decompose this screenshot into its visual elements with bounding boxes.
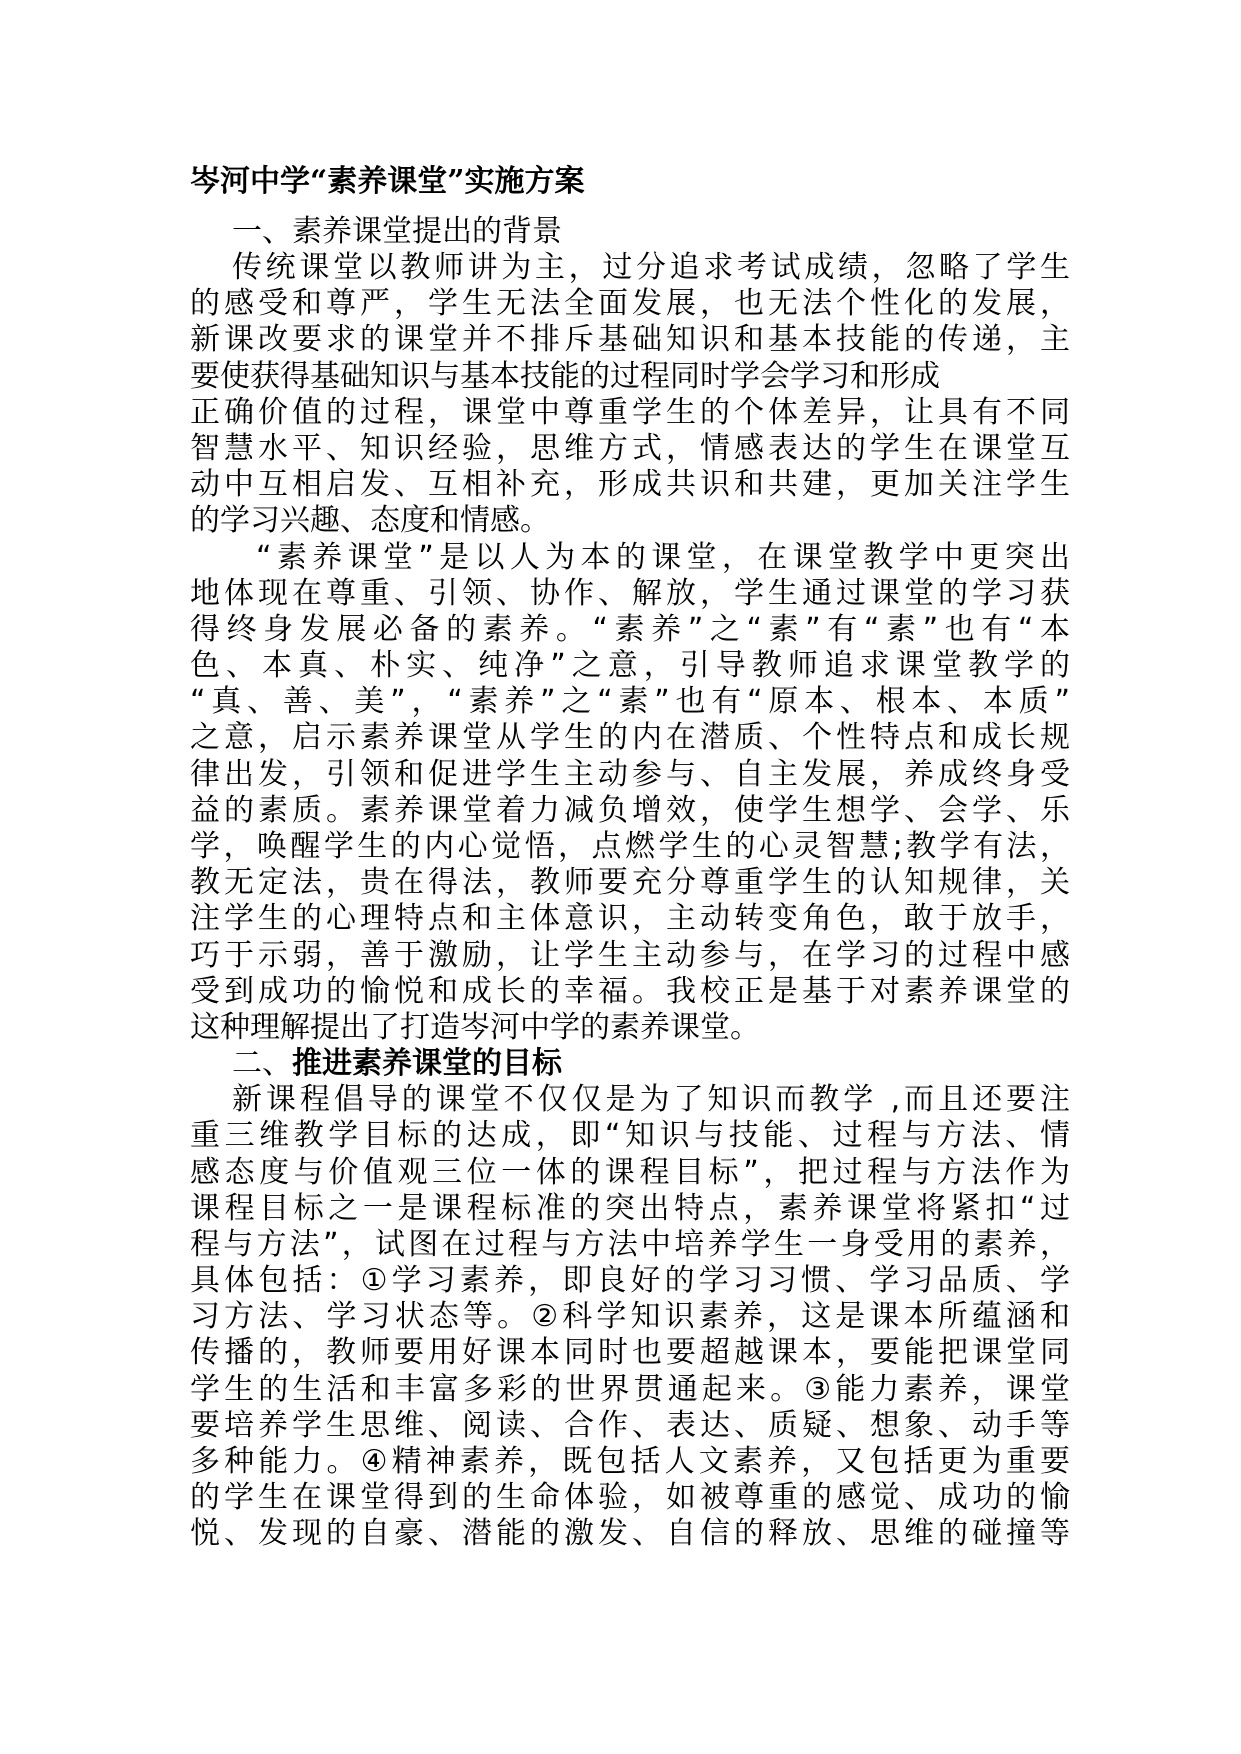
- text-line: 课程目标之一是课程标准的突出特点，素养课堂将紧扣“过: [190, 1190, 1070, 1226]
- text-line: 传统课堂以教师讲为主，过分追求考试成绩，忽略了学生: [232, 250, 1070, 285]
- section2-heading-prefix: 二、: [232, 1046, 292, 1082]
- text-line: 学生的生活和丰富多彩的世界贯通起来。③能力素养，课堂: [190, 1371, 1070, 1407]
- text-line: 得终身发展必备的素养。“素养”之“素”有“素”也有“本: [190, 611, 1070, 647]
- text-line: 注学生的心理特点和主体意识，主动转变角色，敢于放手，: [190, 901, 1070, 937]
- section2-heading-text: 推进素养课堂的目标: [292, 1046, 562, 1082]
- text-line: 受到成功的愉悦和成长的幸福。我校正是基于对素养课堂的: [190, 973, 1070, 1009]
- text-line: 重三维教学目标的达成，即“知识与技能、过程与方法、情: [190, 1118, 1070, 1154]
- section2-heading: [190, 1046, 1070, 1082]
- text-line: 教无定法，贵在得法，教师要充分尊重学生的认知规律，关: [190, 865, 1070, 901]
- text-line: 正确价值的过程，课堂中尊重学生的个体差异，让具有不同: [190, 394, 1070, 430]
- text-line: 益的素质。素养课堂着力减负增效，使学生想学、会学、乐: [190, 792, 1070, 828]
- section2-paragraph1: [190, 1082, 1070, 1552]
- text-line: 新课改要求的课堂并不排斥基础知识和基本技能的传递，主: [190, 322, 1070, 358]
- text-line: 学，唤醒学生的内心觉悟，点燃学生的心灵智慧;教学有法，: [190, 829, 1070, 864]
- text-line: “真、善、美”，“素养”之“素”也有“原本、根本、本质”: [190, 684, 1070, 720]
- text-line: 智慧水平、知识经验，思维方式，情感表达的学生在课堂互: [190, 430, 1070, 466]
- text-line: 的感受和尊严，学生无法全面发展，也无法个性化的发展，: [190, 286, 1070, 322]
- text-line: 感态度与价值观三位一体的课程目标”，把过程与方法作为: [190, 1154, 1070, 1190]
- section1-heading: 一、素养课堂提出的背景: [232, 214, 562, 249]
- text-line: 悦、发现的自豪、潜能的激发、自信的释放、思维的碰撞等: [190, 1516, 1070, 1552]
- text-line: 这种理解提出了打造岑河中学的素养课堂。: [190, 1009, 760, 1045]
- text-line: 的学生在课堂得到的生命体验，如被尊重的感觉、成功的愉: [190, 1480, 1070, 1516]
- document-page: [190, 160, 1070, 1553]
- text-line: 传播的，教师要用好课本同时也要超越课本，要能把课堂同: [190, 1335, 1070, 1371]
- text-line: 色、本真、朴实、纯净”之意，引导教师追求课堂教学的: [190, 648, 1070, 684]
- text-line: 的学习兴趣、态度和情感。: [190, 503, 550, 539]
- text-line: 新课程倡导的课堂不仅仅是为了知识而教学 ,而且还要注: [232, 1082, 1070, 1118]
- text-line: 具体包括：①学习素养，即良好的学习习惯、学习品质、学: [190, 1263, 1070, 1299]
- text-line: 多种能力。④精神素养，既包括人文素养，又包括更为重要: [190, 1444, 1070, 1479]
- text-line: “素养课堂”是以人为本的课堂，在课堂教学中更突出: [256, 539, 1070, 575]
- document-title: 岑河中学“素养课堂”实施方案: [190, 164, 585, 199]
- text-line: 习方法、学习状态等。②科学知识素养，这是课本所蕴涵和: [190, 1299, 1070, 1335]
- section1-paragraph2: [190, 540, 1070, 1047]
- text-line: 动中互相启发、互相补充，形成共识和共建，更加关注学生: [190, 467, 1070, 503]
- text-line: 巧于示弱，善于激励，让学生主动参与，在学习的过程中感: [190, 937, 1070, 973]
- section1-paragraph1: [190, 250, 1070, 540]
- text-line: 律出发，引领和促进学生主动参与、自主发展，养成终身受: [190, 756, 1070, 792]
- text-line: 程与方法”，试图在过程与方法中培养学生一身受用的素养，: [190, 1226, 1070, 1262]
- text-line: 之意，启示素养课堂从学生的内在潜质、个性特点和成长规: [190, 720, 1070, 756]
- text-line: 地体现在尊重、引领、协作、解放，学生通过课堂的学习获: [190, 575, 1070, 611]
- text-line: 要培养学生思维、阅读、合作、表达、质疑、想象、动手等: [190, 1407, 1070, 1443]
- text-line: 要使获得基础知识与基本技能的过程同时学会学习和形成: [190, 358, 940, 394]
